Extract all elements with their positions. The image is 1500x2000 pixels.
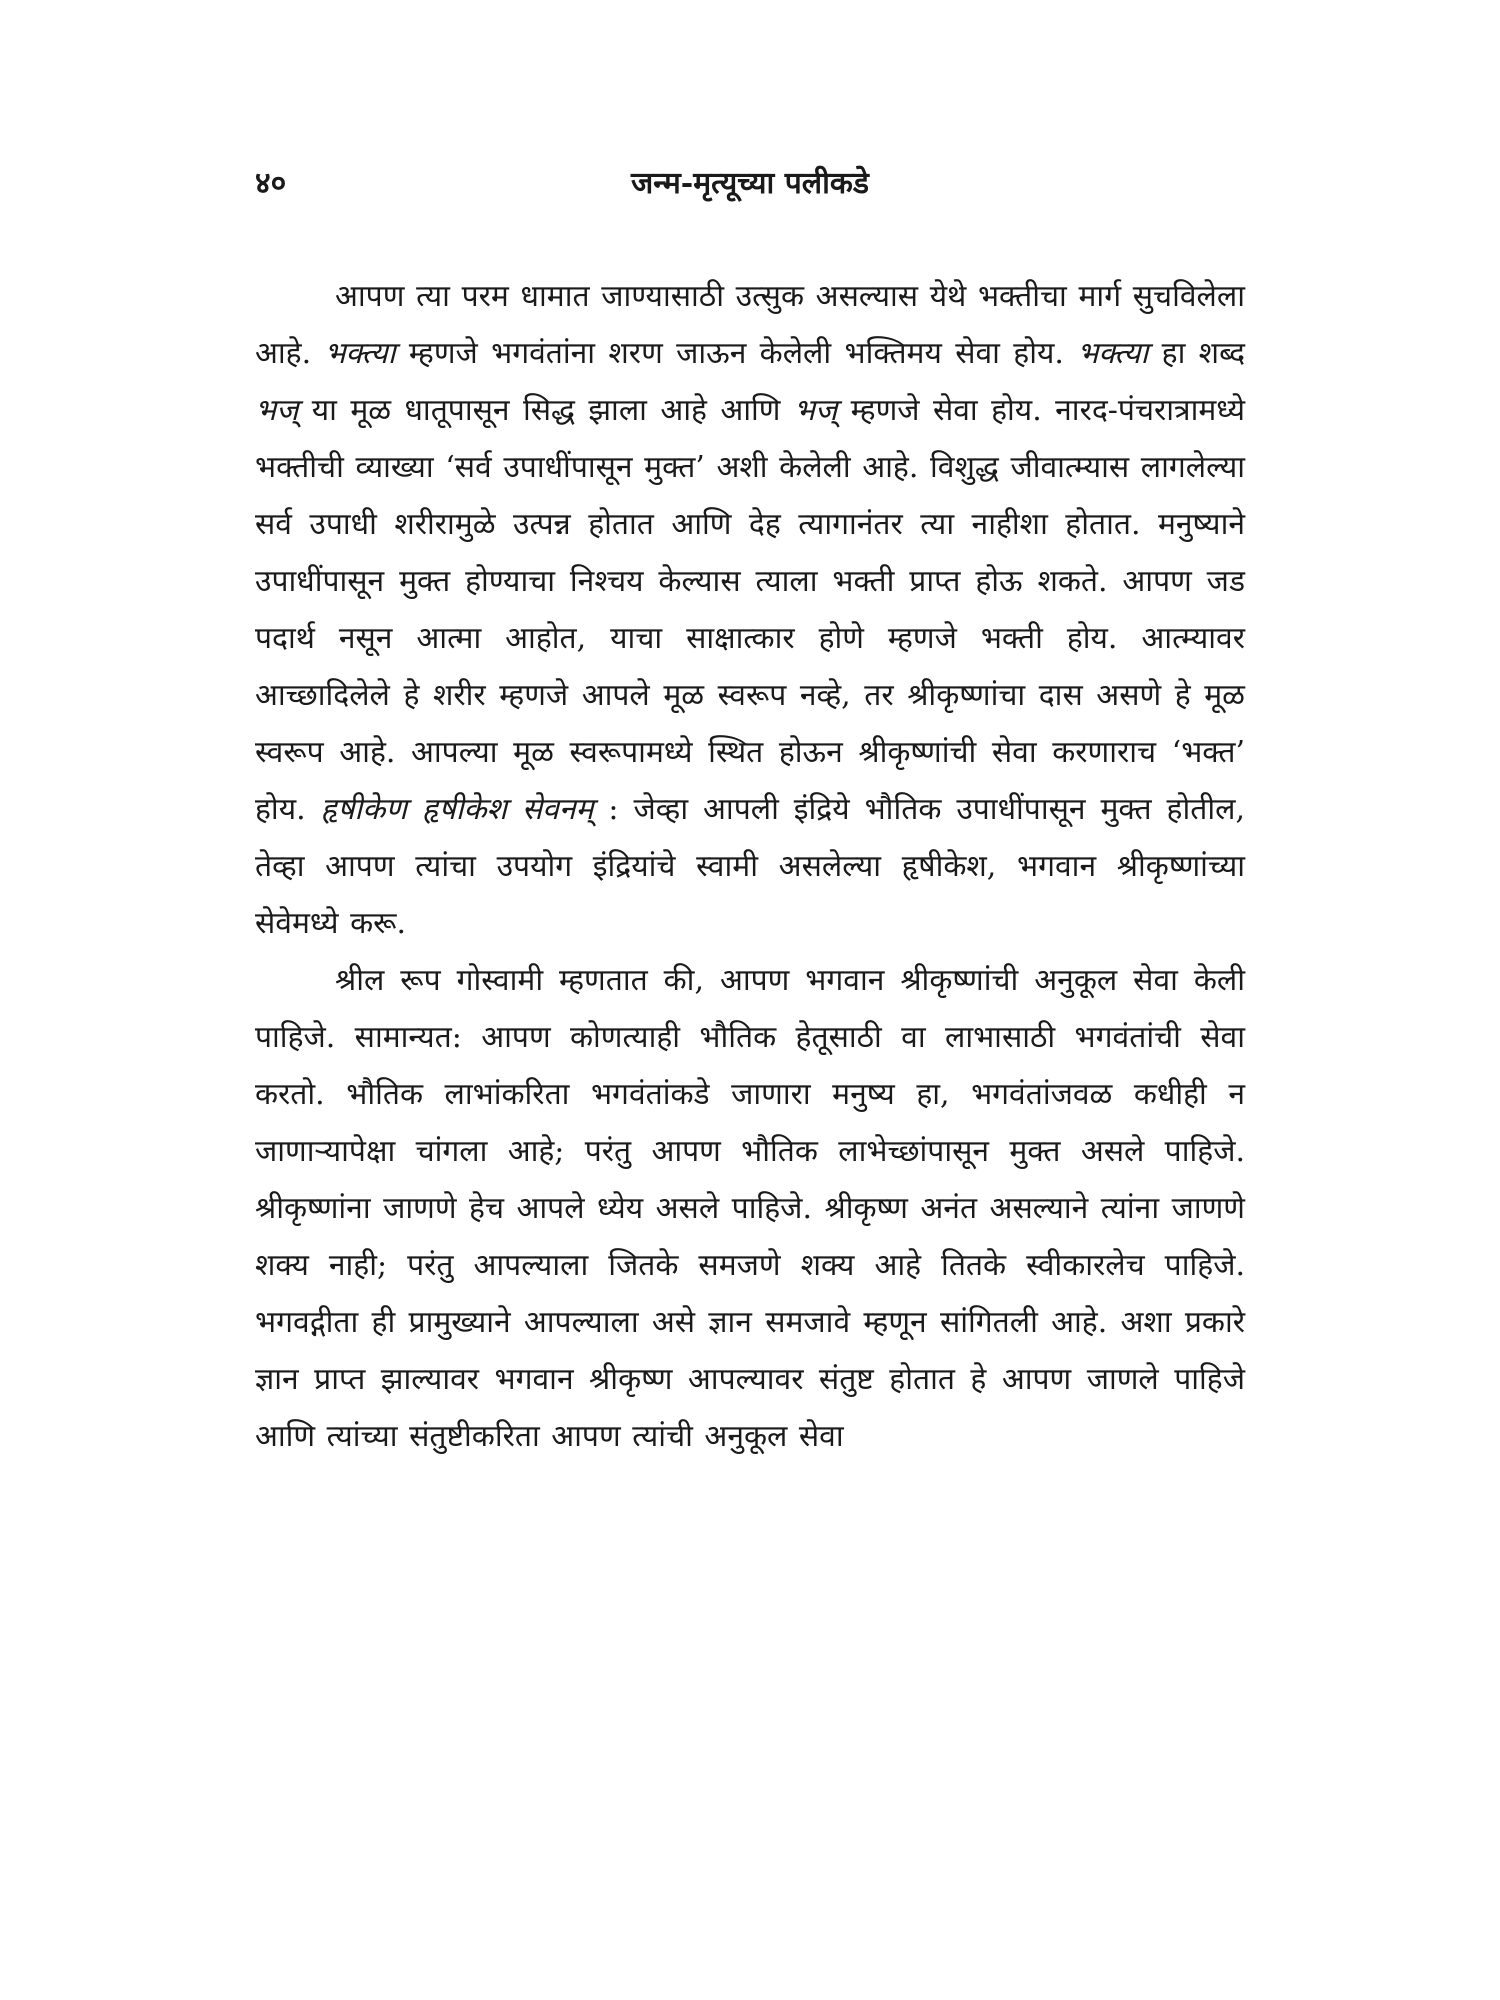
paragraph — [255, 952, 1245, 1465]
text-run: आपण त्या परम धामात जाण्यासाठी उत्सुक असल्यास येथे भक्तीचा मार्ग सुचविलेला आहे. — [255, 279, 1245, 371]
text-run: हा शब्द — [1148, 336, 1246, 371]
text-run: श्रील रूप गोस्वामी म्हणतात की, आपण भगवान श्रीकृष्णांची अनुकूल सेवा केली पाहिजे. सामान्यत: आपण कोणत्याही भौतिक हेतूसाठी वा लाभासाठी भगवंतांची सेवा करतो. भौतिक लाभांकरिता भगवंतांकडे जाणारा मनुष्य हा, भगवंतांजवळ कधीही न जाणाऱ्यापेक्षा चांगला आहे; परंतु आपण भौतिक लाभेच्छांपासून मुक्त असले पाहिजे. श्रीकृष्णांना जाणणे हेच आपले ध्येय असले पाहिजे. श्रीकृष्ण अनंत असल्याने त्यांना जाणणे शक्य नाही; परंतु आपल्याला जितके समजणे शक्य आहे तितके स्वीकारलेच पाहिजे. भगवद्गीता ही प्रामुख्याने आपल्याला असे ज्ञान समजावे म्हणून सांगितली आहे. अशा प्रकारे ज्ञान प्राप्त झाल्यावर भगवान श्रीकृष्ण आपल्यावर संतुष्ट होतात हे आपण जाणले पाहिजे आणि त्यांच्या संतुष्टीकरिता आपण त्यांची अनुकूल सेवा — [255, 963, 1245, 1454]
italic-term: भज् — [255, 393, 299, 428]
text-run: म्हणजे सेवा होय. नारद-पंचरात्रामध्ये भक्तीची व्याख्या ‘सर्व उपाधींपासून मुक्त’ अशी केलेली आहे. विशुद्ध जीवात्म्यास लागलेल्या सर्व उपाधी शरीरामुळे उत्पन्न होतात आणि देह त्यागानंतर त्या नाहीशा होतात. मनुष्याने उपाधींपासून मुक्त होण्याचा निश्चय केल्यास त्याला भक्ती प्राप्त होऊ शकते. आपण जड पदार्थ नसून आत्मा आहोत, याचा साक्षात्कार होणे म्हणजे भक्ती होय. आत्म्यावर आच्छादिलेले हे शरीर म्हणजे आपले मूळ स्वरूप नव्हे, तर श्रीकृष्णांचा दास असणे हे मूळ स्वरूप आहे. आपल्या मूळ स्वरूपामध्ये स्थित होऊन श्रीकृष्णांची सेवा करणाराच ‘भक्त’ होय. — [255, 393, 1245, 827]
text-run: म्हणजे भगवंतांना शरण जाऊन केलेली भक्तिमय सेवा होय. — [395, 336, 1078, 371]
book-title: जन्म-मृत्यूच्या पलीकडे — [631, 166, 869, 201]
italic-term: हृषीकेण हृषीकेश सेवनम् — [320, 792, 594, 827]
text-run: या मूळ धातूपासून सिद्ध झाला आहे आणि — [298, 393, 794, 428]
italic-term: भक्त्या — [1077, 336, 1149, 371]
running-head — [255, 160, 1245, 208]
body-text — [255, 268, 1245, 1465]
paragraph — [255, 268, 1245, 952]
text-run: : जेव्हा आपली इंद्रिये भौतिक उपाधींपासून मुक्त होतील, तेव्हा आपण त्यांचा उपयोग इंद्रियांचे स्वामी असलेल्या हृषीकेश, भगवान श्रीकृष्णांच्या सेवेमध्ये करू. — [255, 792, 1245, 941]
page-number: ४० — [255, 166, 287, 201]
italic-term: भक्त्या — [324, 336, 396, 371]
italic-term: भज् — [793, 393, 838, 428]
